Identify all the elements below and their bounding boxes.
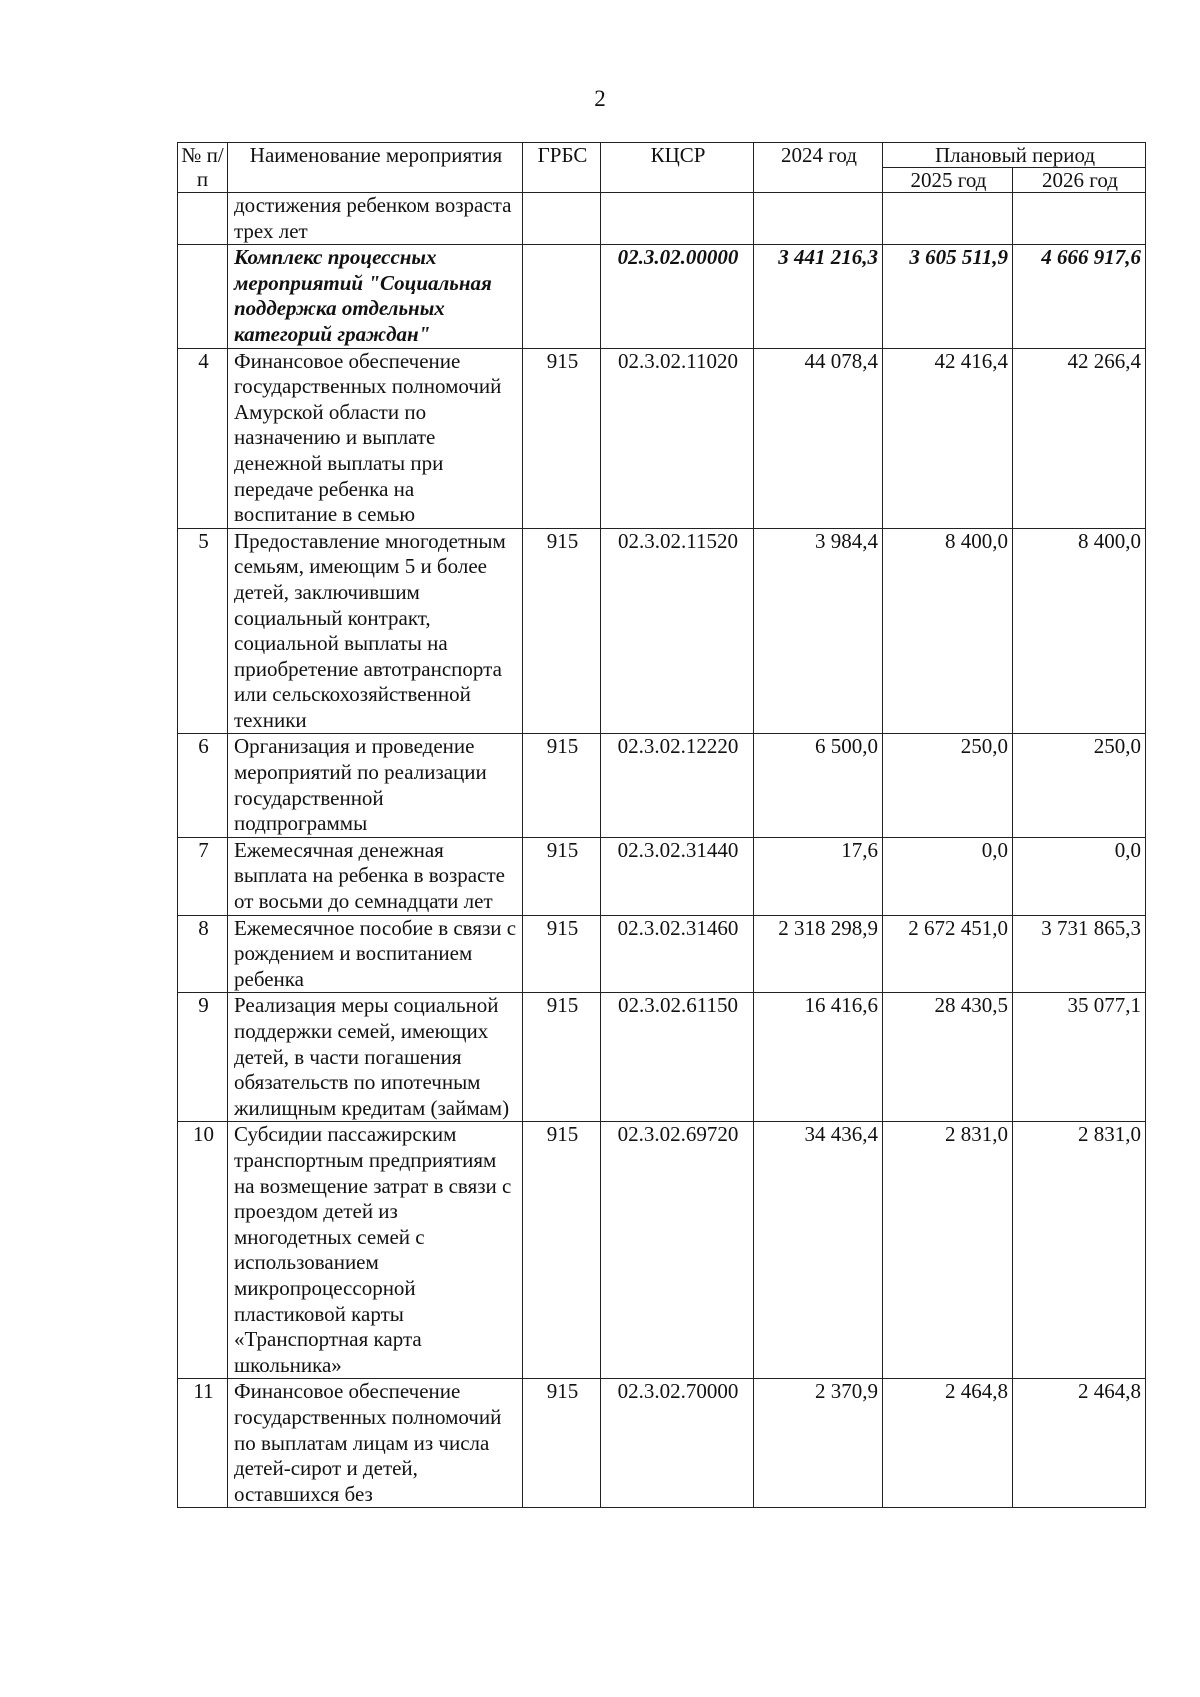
cell-name: Комплекс процессных мероприятий "Социальная поддержка отдельных категорий граждан" — [228, 245, 523, 348]
cell-name: Финансовое обеспечение государственных полномочий по выплатам лицам из числа детей-сирот и детей, оставшихся без — [228, 1379, 523, 1508]
cell-2024: 2 370,9 — [754, 1379, 883, 1508]
cell-kcsr: 02.3.02.11020 — [601, 348, 754, 528]
cell-2026: 8 400,0 — [1013, 528, 1146, 734]
cell-2025: 3 605 511,9 — [883, 245, 1013, 348]
cell-kcsr: 02.3.02.69720 — [601, 1122, 754, 1379]
cell-kcsr: 02.3.02.00000 — [601, 245, 754, 348]
cell-2026: 35 077,1 — [1013, 993, 1146, 1122]
cell-2024: 2 318 298,9 — [754, 915, 883, 993]
cell-num: 5 — [178, 528, 228, 734]
cell-2024: 6 500,0 — [754, 734, 883, 837]
header-kcsr: КЦСР — [601, 143, 754, 193]
cell-grbs: 915 — [523, 1122, 601, 1379]
cell-grbs — [523, 245, 601, 348]
cell-name: Организация и проведение мероприятий по реализации государственной подпрограммы — [228, 734, 523, 837]
header-2025: 2025 год — [883, 168, 1013, 193]
cell-grbs: 915 — [523, 1379, 601, 1508]
cell-grbs: 915 — [523, 837, 601, 915]
cell-num: 7 — [178, 837, 228, 915]
table-row — [178, 1379, 1146, 1508]
cell-2024: 3 984,4 — [754, 528, 883, 734]
header-planned-period: Плановый период — [883, 143, 1146, 168]
cell-2026: 4 666 917,6 — [1013, 245, 1146, 348]
cell-2026: 2 464,8 — [1013, 1379, 1146, 1508]
cell-kcsr: 02.3.02.70000 — [601, 1379, 754, 1508]
table-row — [178, 837, 1146, 915]
cell-2024: 16 416,6 — [754, 993, 883, 1122]
cell-num — [178, 193, 228, 245]
cell-name: Финансовое обеспечение государственных полномочий Амурской области по назначению и выплате денежной выплаты при передаче ребенка на воспитание в семью — [228, 348, 523, 528]
cell-grbs: 915 — [523, 734, 601, 837]
cell-2026: 42 266,4 — [1013, 348, 1146, 528]
table-row — [178, 1122, 1146, 1379]
table-row — [178, 193, 1146, 245]
cell-grbs: 915 — [523, 993, 601, 1122]
cell-2025: 42 416,4 — [883, 348, 1013, 528]
header-2026: 2026 год — [1013, 168, 1146, 193]
header-row — [178, 143, 1146, 168]
table-row — [178, 915, 1146, 993]
cell-2024: 34 436,4 — [754, 1122, 883, 1379]
cell-name: Предоставление многодетным семьям, имеющим 5 и более детей, заключившим социальный контракт, социальной выплаты на приобретение автотранспорта или сельскохозяйственной техники — [228, 528, 523, 734]
header-2024: 2024 год — [754, 143, 883, 193]
cell-grbs: 915 — [523, 528, 601, 734]
cell-name: Ежемесячное пособие в связи с рождением и воспитанием ребенка — [228, 915, 523, 993]
cell-num: 11 — [178, 1379, 228, 1508]
cell-2025: 2 464,8 — [883, 1379, 1013, 1508]
header-num: № п/п — [178, 143, 228, 193]
cell-kcsr — [601, 193, 754, 245]
cell-2024: 17,6 — [754, 837, 883, 915]
cell-2025: 250,0 — [883, 734, 1013, 837]
cell-num: 8 — [178, 915, 228, 993]
cell-num: 6 — [178, 734, 228, 837]
cell-num: 4 — [178, 348, 228, 528]
cell-2025: 28 430,5 — [883, 993, 1013, 1122]
cell-kcsr: 02.3.02.11520 — [601, 528, 754, 734]
cell-2024: 44 078,4 — [754, 348, 883, 528]
cell-2025: 8 400,0 — [883, 528, 1013, 734]
cell-2024 — [754, 193, 883, 245]
table-row — [178, 993, 1146, 1122]
cell-name: Субсидии пассажирским транспортным предприятиям на возмещение затрат в связи с проездом детей из многодетных семей с использованием микропроцессорной пластиковой карты «Транспортная карта школьника» — [228, 1122, 523, 1379]
page-number: 2 — [594, 86, 606, 111]
table-row — [178, 528, 1146, 734]
cell-grbs — [523, 193, 601, 245]
header-grbs: ГРБС — [523, 143, 601, 193]
cell-2026 — [1013, 193, 1146, 245]
cell-kcsr: 02.3.02.31460 — [601, 915, 754, 993]
cell-2025: 2 831,0 — [883, 1122, 1013, 1379]
cell-name: Ежемесячная денежная выплата на ребенка в возрасте от восьми до семнадцати лет — [228, 837, 523, 915]
cell-2024: 3 441 216,3 — [754, 245, 883, 348]
cell-grbs: 915 — [523, 348, 601, 528]
cell-name: Реализация меры социальной поддержки семей, имеющих детей, в части погашения обязательств по ипотечным жилищным кредитам (займам) — [228, 993, 523, 1122]
cell-kcsr: 02.3.02.61150 — [601, 993, 754, 1122]
header-name: Наименование мероприятия — [228, 143, 523, 193]
cell-2025: 0,0 — [883, 837, 1013, 915]
cell-2026: 2 831,0 — [1013, 1122, 1146, 1379]
budget-table — [177, 142, 1146, 1508]
table-row — [178, 734, 1146, 837]
cell-2026: 0,0 — [1013, 837, 1146, 915]
cell-num: 9 — [178, 993, 228, 1122]
cell-kcsr: 02.3.02.12220 — [601, 734, 754, 837]
cell-num — [178, 245, 228, 348]
cell-2026: 3 731 865,3 — [1013, 915, 1146, 993]
cell-num: 10 — [178, 1122, 228, 1379]
table-row-section — [178, 245, 1146, 348]
cell-2026: 250,0 — [1013, 734, 1146, 837]
cell-kcsr: 02.3.02.31440 — [601, 837, 754, 915]
cell-grbs: 915 — [523, 915, 601, 993]
cell-2025 — [883, 193, 1013, 245]
table-row — [178, 348, 1146, 528]
cell-name: достижения ребенком возраста трех лет — [228, 193, 523, 245]
cell-2025: 2 672 451,0 — [883, 915, 1013, 993]
